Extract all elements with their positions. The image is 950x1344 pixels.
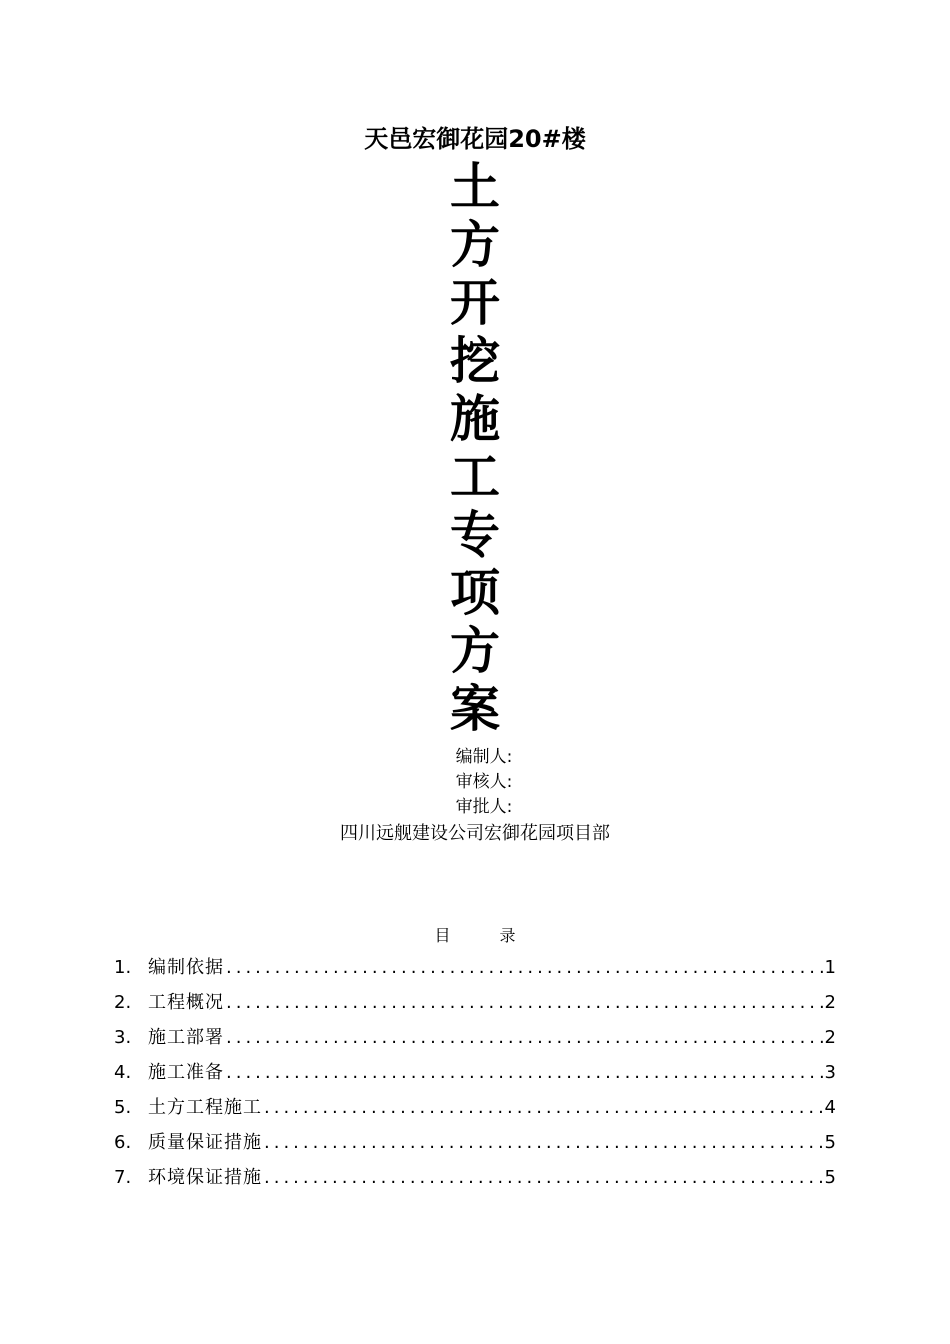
toc-dot-leader [264,1160,823,1195]
cover-title-char: 方 [450,215,500,274]
toc-entry-number: 7. [114,1167,132,1188]
toc-entry-label: 工程概况 [148,992,224,1013]
toc-dot-leader [226,950,823,985]
toc-entry-page: 2 [824,1027,836,1048]
toc-entry[interactable] [114,985,836,1020]
toc-entry[interactable] [114,1090,836,1125]
reviewed-by-label: 审核人: [455,772,513,792]
cover-subtitle: 天邑宏御花园20#楼 [364,125,586,153]
toc-entry-number: 5. [114,1097,132,1118]
approved-by-label: 审批人: [455,797,513,817]
toc-entry-page: 1 [824,957,836,978]
cover-title-char: 案 [450,679,500,738]
cover-title [0,158,950,738]
cover-title-char: 方 [450,621,500,680]
toc-entry-number: 2. [114,992,132,1013]
toc-entry[interactable] [114,1125,836,1160]
toc-entry-number: 1. [114,957,132,978]
toc-entry-page: 5 [824,1132,836,1153]
toc-dot-leader [264,1090,823,1125]
toc-dot-leader [226,1020,823,1055]
toc-entry[interactable] [114,1160,836,1195]
toc-entry-page: 2 [824,992,836,1013]
organization-name: 四川远舰建设公司宏御花园项目部 [340,823,610,844]
toc-entry-label: 施工准备 [148,1062,224,1083]
compiled-by-label: 编制人: [455,747,513,767]
toc-entry-label: 施工部署 [148,1027,224,1048]
toc-entry[interactable] [114,950,836,985]
toc-entry-page: 5 [824,1167,836,1188]
toc-entry[interactable] [114,1055,836,1090]
cover-title-char: 挖 [450,331,500,390]
toc-entry-number: 6. [114,1132,132,1153]
toc-entry-number: 4. [114,1062,132,1083]
toc-entry-label: 土方工程施工 [148,1097,262,1118]
toc-entry-page: 3 [824,1062,836,1083]
toc-dot-leader [226,1055,823,1090]
toc-dot-leader [226,985,823,1020]
cover-title-char: 工 [450,447,500,506]
table-of-contents [114,950,836,1195]
cover-title-char: 开 [450,273,500,332]
signature-block [0,745,950,848]
toc-title: 目 录 [434,926,538,945]
toc-entry[interactable] [114,1020,836,1055]
toc-entry-label: 编制依据 [148,957,224,978]
toc-entry-label: 质量保证措施 [148,1132,262,1153]
cover-title-char: 施 [450,389,500,448]
cover-title-char: 专 [450,505,500,564]
cover-title-char: 项 [450,563,500,622]
toc-entry-label: 环境保证措施 [148,1167,262,1188]
toc-entry-number: 3. [114,1027,132,1048]
toc-entry-page: 4 [824,1097,836,1118]
toc-dot-leader [264,1125,823,1160]
cover-title-char: 土 [450,157,500,216]
